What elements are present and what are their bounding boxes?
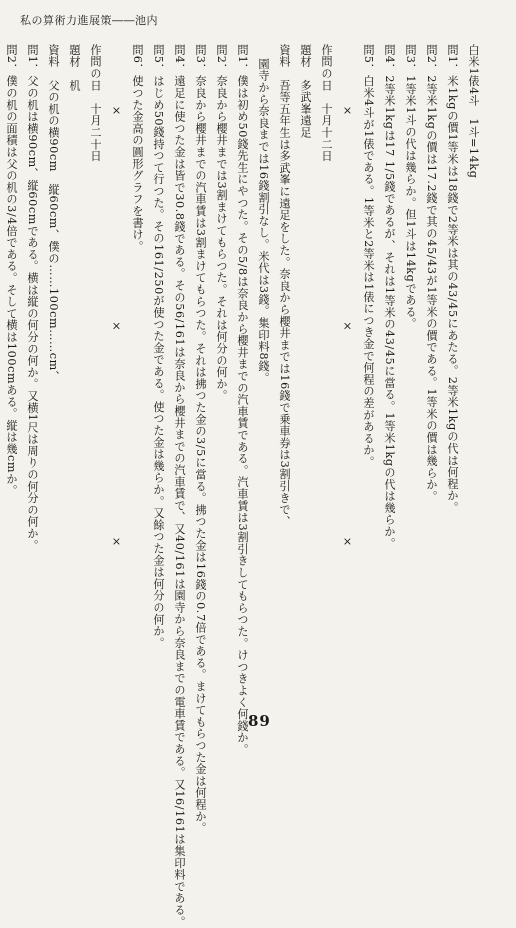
text-line: 問4．遠足に使つた金は皆で30.8錢である。その56/161は奈良から櫻井までの汽車賃で、又40/161は園寺から奈良までの電車賃である。又16/161は集印料である。 — [173, 44, 186, 928]
text-line: 問5．はじめ50錢持つて行つた。その161/250が使つた金である。使つた金は幾らか。又餘つた金は何分の何か。 — [152, 44, 165, 649]
text-line: 資料 吾等五年生は多武峯に遠足をした。奈良から櫻井までは16錢で乗車券は3割引きで、 — [278, 44, 291, 528]
text-line: 問5．白米4斗が1俵である。1等米と2等米は1俵につき金で何程の差があるか。 — [362, 44, 375, 468]
text-line: 問1．僕は初め50錢先生にやつた。その5/8は奈良から櫻井までの汽車賃である。汽車賃は3割引きしてもらつた。けつきよく何錢か。 — [236, 44, 249, 756]
text-line: 問3．奈良から櫻井までの汽車賃は3割まけてもらつた。それは拂つた金の3/5に當る。拂つた金は16錢の0.7倍である。まけてもらつた金は何程か。 — [194, 44, 207, 835]
section-divider: × × × — [341, 104, 354, 608]
text-line: 白米1俵4斗 1斗=14kg — [467, 44, 480, 179]
text-line: 作問の日 十月二十日 — [89, 44, 102, 162]
section-divider: × × × — [110, 104, 123, 608]
page-number: 89 — [248, 712, 271, 730]
text-line: 問2．奈良から櫻井までは3割まけてもらつた。それは何分の何か。 — [215, 44, 228, 402]
text-line: 問2．僕の机の面積は父の机の3/4倍である。そして横は100cmある。縦は幾cmか。 — [5, 44, 18, 497]
text-line: 題材 机 — [68, 44, 81, 92]
text-line: 問2．2等米1kgの價は17.2錢で其の45/43が1等米の價である。1等米の價は幾らか。 — [425, 44, 438, 503]
text-line: 問6．使つた金高の圓形グラフを書け。 — [131, 44, 144, 253]
running-header: 私の算術力進展策――池内 — [20, 14, 158, 27]
text-line: 問4．2等米1kgは17 1/5錢であるが、それは1等米の43/45に當る。1等米1kgの代は幾らか。 — [383, 44, 396, 550]
text-line: 資料 父の机の横90cm 縦60cm、僕の……100cm……cm、 — [47, 44, 60, 383]
text-line: 園寺から奈良までは16錢割引なし。米代は3錢。集印料8錢。 — [257, 58, 270, 384]
text-line: 作問の日 十月十二日 — [320, 44, 333, 162]
text-line: 問3．1等米1斗の代は幾らか。但1斗は14kgである。 — [404, 44, 417, 330]
text-line: 問1．米1kgの價1等米は18錢で2等米は其の43/45にあたる。2等米1kgの代は何程か。 — [446, 44, 459, 514]
text-line: 問1．父の机は横90cm、縦60cmである。横は縦の何分の何か。又横1尺は周りの何分の何か。 — [26, 44, 39, 552]
text-line: 題材 多武峯遠足 — [299, 44, 312, 139]
